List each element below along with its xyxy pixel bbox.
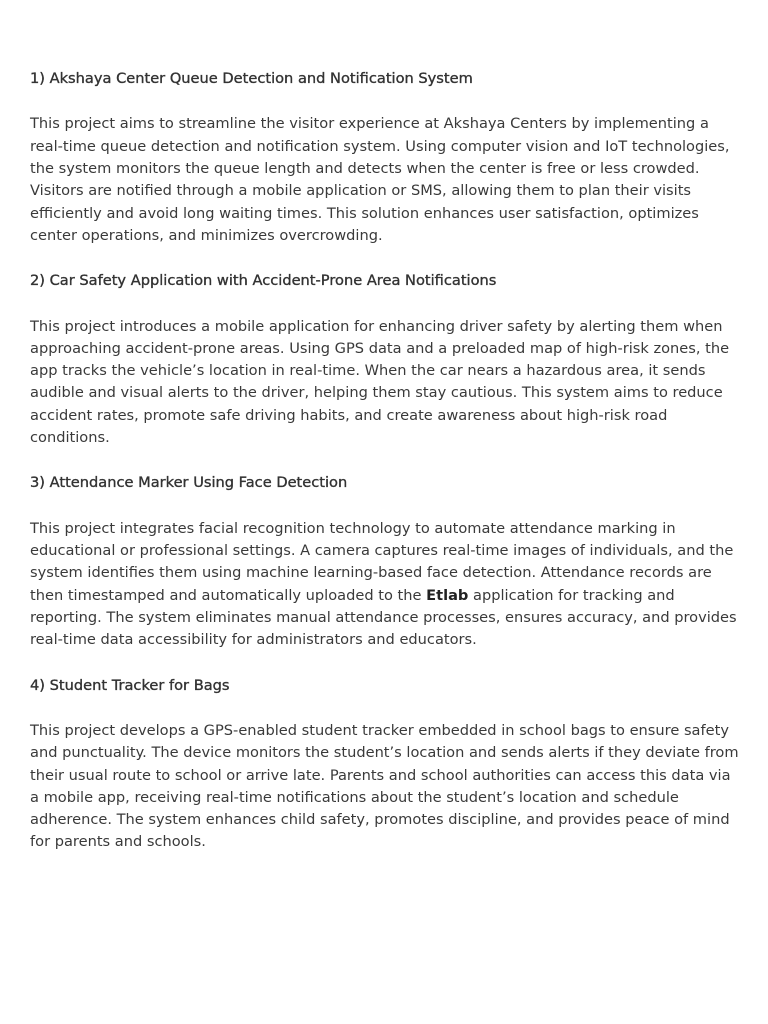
project-heading: 4) Student Tracker for Bags xyxy=(30,676,230,694)
description-text-end: application for tracking and reporting. The system eliminates manual attendance processes, ensures accuracy, and provides real-time data accessibility for administrators and educators. xyxy=(30,586,737,649)
project-section-3 xyxy=(30,472,740,651)
project-section-4 xyxy=(30,675,740,854)
project-heading: 2) Car Safety Application with Accident-Prone Area Notifications xyxy=(30,272,497,290)
project-heading: 3) Attendance Marker Using Face Detection xyxy=(30,474,348,492)
project-section-1 xyxy=(30,68,740,247)
project-section-2 xyxy=(30,270,740,449)
project-heading: 1) Akshaya Center Queue Detection and Notification System xyxy=(30,70,473,87)
project-description xyxy=(30,518,740,652)
etlab-emphasis: Etlab xyxy=(426,586,469,604)
project-description: This project aims to streamline the visitor experience at Akshaya Centers by implementing a real-time queue detection and notification system. Using computer vision and IoT technologies, the system monitors the queue length and detects when the center is free or less crowded. Visitors are notified through a mobile application or SMS, allowing them to plan their visits efficiently and avoid long waiting times. This solution enhances user satisfaction, optimizes center operations, and minimizes overcrowding. xyxy=(30,115,730,244)
description-text-start: This project integrates facial recognition technology to automate attendance marking in educational or professional settings. A camera captures real-time images of individuals, and the system identifies them using machine learning-based face detection. Attendance records are then timestamped and automatically uploaded to the xyxy=(30,519,734,604)
project-description: This project introduces a mobile application for enhancing driver safety by alerting them when approaching accident-prone areas. Using GPS data and a preloaded map of high-risk zones, the app tracks the vehicle’s location in real-time. When the car nears a hazardous area, it sends audible and visual alerts to the driver, helping them stay cautious. This system aims to reduce accident rates, promote safe driving habits, and create awareness about high-risk road conditions. xyxy=(30,317,730,447)
project-description: This project develops a GPS-enabled student tracker embedded in school bags to ensure safety and punctuality. The device monitors the student’s location and sends alerts if they deviate from their usual route to school or arrive late. Parents and school authorities can access this data via a mobile app, receiving real-time notifications about the student’s location and schedule adherence. The system enhances child safety, promotes discipline, and provides peace of mind for parents and schools. xyxy=(30,721,739,851)
